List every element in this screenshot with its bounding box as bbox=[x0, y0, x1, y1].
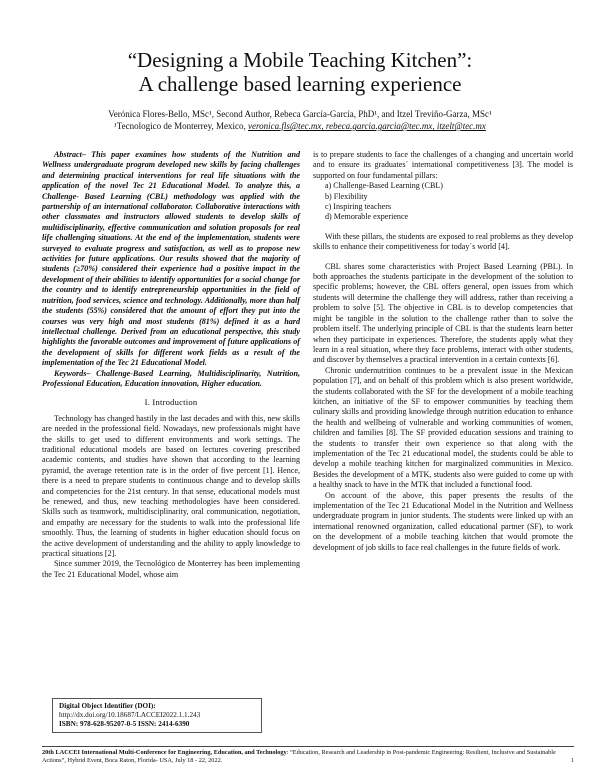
doi-box bbox=[52, 698, 262, 733]
body-paragraph: Chronic undernutrition continues to be a prevalent issue in the Mexican population [7], and on behalf of this problem which is also present worldwide, the students collaborated with the SF for the development of a mobile teaching kitchen, an initiative of the SF to empower communities by teaching them culinary skills and providing knowledge through nutrition education to enhance the health and wellbeing of vulnerable and working communities of women, children and families [8]. The SF provided education sessions and training to the students to transfer their own experience so that along with the implementation of the Tec 21 educational model, the students could be able to develop a mobile teaching kitchen for marginalized communities in Mexico. Besides the development of a MTK, students also were guided to come up with a healthy snack to have in the MTK that included a functional food. bbox=[313, 365, 573, 490]
conference-name: 20th LACCEI International Multi-Conference for Engineering, Education, and Technology bbox=[42, 749, 287, 756]
pillars-list bbox=[325, 181, 573, 223]
conference-details: : “Education, Research and Leadership in Post-pandemic Engineering: Resilient, Inclusive and Sustainable Actions”, Hybrid Event, Boca Raton, Florida- USA, July 18 - 22, 2022. bbox=[42, 749, 556, 764]
body-paragraph: Technology has changed hastily in the last decades and with this, new skills are needed in the professional field. Nowadays, new professionals might have the skills to get used to different environments and work settings. The traditional educational models are based on lectures covering prescribed academic contents, and studies have shown that according to the learning pyramid, the average retention rate is in the order of five percent [1]. Hence, there is a need to prepare students to continuous change and to develop skills and competencies for the 21st century. In that sense, educational models must be renewed, and thus, new teaching methodologies have been considered. Skills such as teamwork, multidisciplinarity, oral communication, negotiation, and empathy are necessary for the students to walk into the professional life smoothly. Thus, the learning of students in higher education should focus on the active development of understanding and the ability to apply knowledge to practical situations [2]. bbox=[42, 413, 300, 559]
title-line-1: “Designing a Mobile Teaching Kitchen”: bbox=[127, 48, 473, 72]
author-block bbox=[0, 108, 600, 132]
page-footer bbox=[42, 746, 574, 765]
title-line-2: A challenge based learning experience bbox=[138, 72, 462, 96]
author-names: Verónica Flores-Bello, MSc¹, Second Author, Rebeca García-García, PhD¹, and Itzel Treviño-Garza, MSc¹ bbox=[108, 109, 492, 119]
doi-link[interactable]: http://dx.doi.org/10.18687/LACCEI2022.1.1.243 bbox=[59, 711, 201, 719]
body-paragraph: With these pillars, the students are exposed to real problems as they develop skills to enhance their competitiveness for today´s world [4]. bbox=[313, 231, 573, 252]
affiliation-line bbox=[0, 120, 600, 132]
page-number: 1 bbox=[570, 757, 574, 764]
left-column bbox=[42, 150, 300, 580]
paper-title bbox=[0, 48, 600, 96]
list-item: c) Inspiring teachers bbox=[325, 202, 392, 212]
body-paragraph: is to prepare students to face the challenges of a changing and uncertain world and to ensure its graduates´ international competitiveness [3]. The model is supported on four fundamental pillars: bbox=[313, 150, 573, 180]
section-heading-introduction: I. Introduction bbox=[144, 397, 198, 408]
affiliation: ¹Tecnologico de Monterrey, Mexico, bbox=[114, 121, 248, 131]
list-item: a) Challenge-Based Learning (CBL) bbox=[325, 181, 443, 191]
list-item: b) Flexibility bbox=[325, 191, 368, 201]
abstract: Abstract– This paper examines how students of the Nutrition and Wellness undergraduate program developed new skills by facing challenges and determining practical interventions for real life situations with the application of the novel Tec 21 Educational Model. To analyze this, a Challenge- Based Learning (CBL) methodology was applied with the partnership of an international collaborator. Collaborative interactions with other classmates and instructors allowed students to develop skills of multidisciplinarity, effective communication and solution proposals for real life challenging situations. At the end of the implementation, students were surveyed to evaluate progress and satisfaction, as well as to propose new activities for future applications. Our results showed that the majority of students (≥70%) considered their experience had a positive impact in the development of their abilities to identify opportunities for a social change for the country and to identify entrepreneurship opportunities in the field of nutrition, food services, science and technology. Additionally, more than half the students (55%) considered that the amount of effort they put into the courses was very high and most students (81%) defined it as a hard intellectual challenge. Derived from an educational perspective, this study highlights the favorable outcomes and improvement of future applications of the development of skills for different work fields as a result of the implementation of the Tec 21 Educational Model. bbox=[42, 150, 300, 368]
list-item: d) Memorable experience bbox=[325, 212, 409, 222]
body-paragraph: On account of the above, this paper presents the results of the implementation of the Tec 21 Educational Model in the Nutrition and Wellness undergraduate program in junior students. The students were linked up with an international renowned organization, called educational partner (SF), to work on the development of a mobile teaching kitchen that would promote the development of job skills to face real challenges in the future fields of work. bbox=[313, 490, 573, 552]
doi-label: Digital Object Identifier (DOI): bbox=[59, 702, 156, 710]
body-paragraph: Since summer 2019, the Tecnológico de Monterrey has been implementing the Tec 21 Educational Model, whose aim bbox=[42, 559, 300, 579]
keywords: Keywords– Challenge-Based Learning, Multidisciplinarity, Nutrition, Professional Education, Education innovation, Higher education. bbox=[42, 368, 300, 388]
body-paragraph: CBL shares some characteristics with Project Based Learning (PBL). In both approaches the students participate in the development of the solution to specific problems; however, the CBL offers general, open issues from which students will determine the challenge they will address, rather than receiving a problem to solve [5]. The objective in CBL is to develop competencies that might be tangible in the solution to the challenge rather than to solve the problem itself. The underlying principle of CBL is that the students learn better when they participate in experiences. Therefore, the students apply what they learn in a real situation, where they face problems, interact with other students, and discover by themselves a practical intervention in a certain contexts [6]. bbox=[313, 261, 573, 365]
right-column bbox=[313, 150, 573, 553]
isbn-issn: ISBN: 978-628-95207-0-5 ISSN: 2414-6390 bbox=[59, 720, 190, 728]
author-emails[interactable]: veronica.fls@tec.mx, rebeca.garcia.garcia@tec.mx, itzelt@tec.mx bbox=[248, 121, 486, 131]
